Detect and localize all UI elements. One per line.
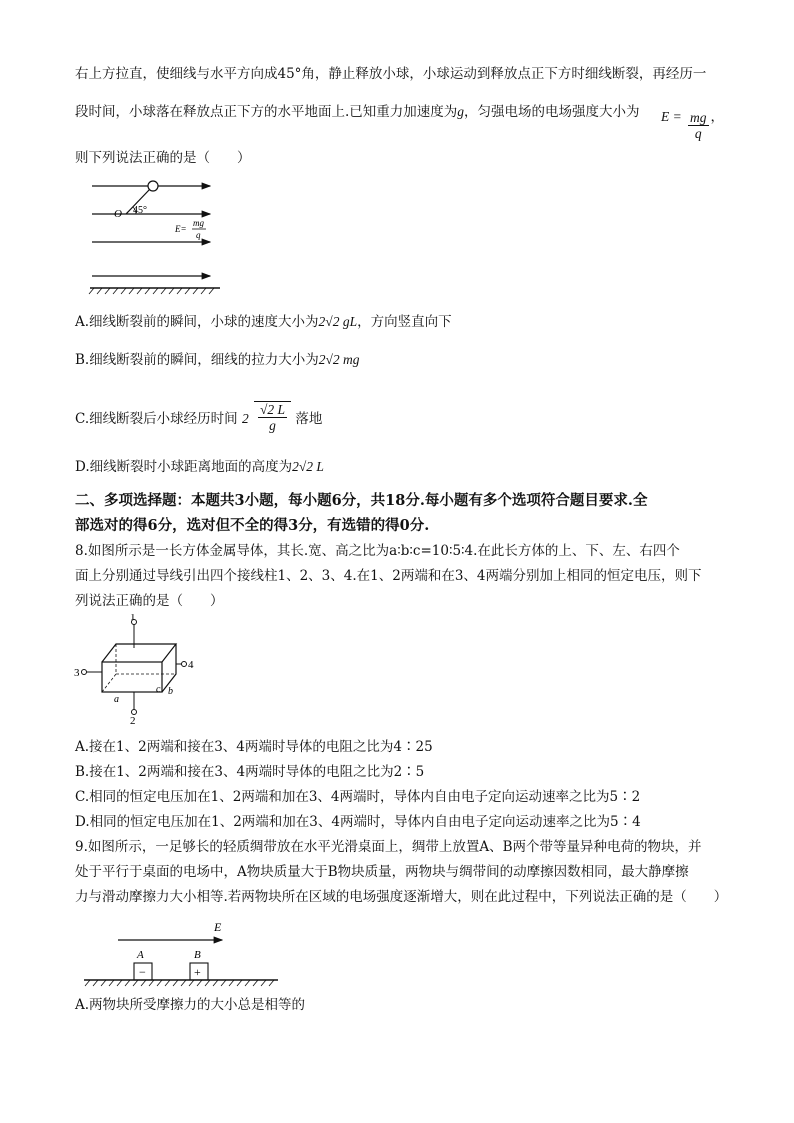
intro-line-3: 则下列说法正确的是（ ） [75,150,251,166]
q7-c-den: g [269,418,276,433]
intro-text-mid: ，匀强电场的电场强度大小为 [464,104,640,120]
silk-band-figure [82,916,282,996]
mg-over-q-fraction [688,110,709,141]
comma: ， [710,109,725,125]
frac-num: mg [690,110,707,125]
q9-stem-2: 处于平行于桌面的电场中，A物块质量大于B物块质量，两物块与绸带间的动摩擦因数相同，最大静摩擦 [75,864,689,880]
terminal-3-label: 3 [74,667,80,679]
ball [148,181,158,191]
angle-label: 45° [133,205,147,216]
q7-a-math: 2√2 gL [318,314,358,329]
terminal-4-label: 4 [188,659,194,671]
section-2-heading-2: 部选对的得6分，选对但不全的得3分，有选错的得0分. [75,517,430,534]
terminal-1-label: 1 [130,614,136,623]
q7-option-b [75,350,360,370]
q9-stem-1: 9.如图所示，一足够长的轻质绸带放在水平光滑桌面上，绸带上放置A、B两个带等量异种电荷的物块，并 [75,839,702,855]
cuboid-front [102,662,162,692]
cuboid-figure [74,614,194,724]
point-o-label: O [114,208,122,220]
intro-text: 段时间，小球落在释放点正下方的水平地面上.已知重力加速度为 [75,104,458,120]
q7-b-math: 2√2 mg [318,352,360,367]
field-equation [661,102,725,141]
q8-option-d: D.相同的恒定电压加在1、2两端和加在3、4两端时，导体内自由电子定向运动速率之比为5∶4 [75,814,641,830]
block-b-label: B [194,949,201,961]
q7-d-text: D.细线断裂时小球距离地面的高度为 [75,459,293,475]
dim-b-label: b [168,686,173,697]
q8-stem-2: 面上分别通过导线引出四个接线柱1、2、3、4.在1、2两端和在3、4两端分别加上相同的恒定电压，则下 [75,568,702,584]
q7-c-coef: 2 [241,411,249,426]
intro-line-1: 右上方拉直，使细线与水平方向成45°角，静止释放小球，小球运动到释放点正下方时细线断裂，再经历一 [75,66,707,82]
q7-c-num: √2 L [259,402,286,417]
q7-b-text: B.细线断裂前的瞬间，细线的拉力大小为 [75,352,319,368]
q7-c-post: 落地 [295,411,323,427]
block-a-label: A [137,949,144,961]
intro-line-2 [75,102,640,122]
q7-a-text: A.细线断裂前的瞬间，小球的速度大小为 [75,314,319,330]
q9-stem-3: 力与滑动摩擦力大小相等.若两物块所在区域的电场强度逐渐增大，则在此过程中，下列说法正确的是（ ） [75,889,728,905]
q7-d-math: 2√2 L [292,459,324,474]
q8-stem-3: 列说法正确的是（ ） [75,593,224,609]
q8-option-a: A.接在1、2两端和接在3、4两端时导体的电阻之比为4∶25 [75,739,433,755]
q7-c-text: C.细线断裂后小球经历时间 [75,411,238,427]
pendulum-figure [82,172,222,296]
q8-stem-1: 8.如图所示是一长方体金属导体，其长.宽、高之比为a∶b∶c=10∶5∶4.在此长方体的上、下、左、右四个 [75,543,680,559]
e-label: E= [175,224,187,234]
block-a-charge: − [139,965,146,979]
field-e-label: E [214,920,222,934]
g-symbol: g [457,104,465,119]
dim-c-label: c [156,684,161,695]
e-symbol: E = [661,109,682,124]
section-2-heading-1: 二、多项选择题：本题共3小题，每小题6分，共18分.每小题有多个选项符合题目要求.全 [75,492,648,509]
terminal-2-label: 2 [130,715,136,724]
frac-den: q [694,126,702,141]
q7-a-post: ，方向竖直向下 [357,314,452,330]
q7-option-c [75,403,322,435]
q7-option-d [75,457,324,477]
q8-option-b: B.接在1、2两端和接在3、4两端时导体的电阻之比为2∶5 [75,764,425,780]
q7-option-a [75,312,452,332]
q9-option-a: A.两物块所受摩擦力的大小总是相等的 [75,997,306,1013]
q7-c-root [254,401,291,433]
dim-a-label: a [114,694,119,705]
block-b-charge: + [194,965,201,979]
e-den: q [196,230,201,240]
q8-option-c: C.相同的恒定电压加在1、2两端和加在3、4两端时，导体内自由电子定向运动速率之比为5∶2 [75,789,641,805]
e-num: mg [193,218,204,228]
